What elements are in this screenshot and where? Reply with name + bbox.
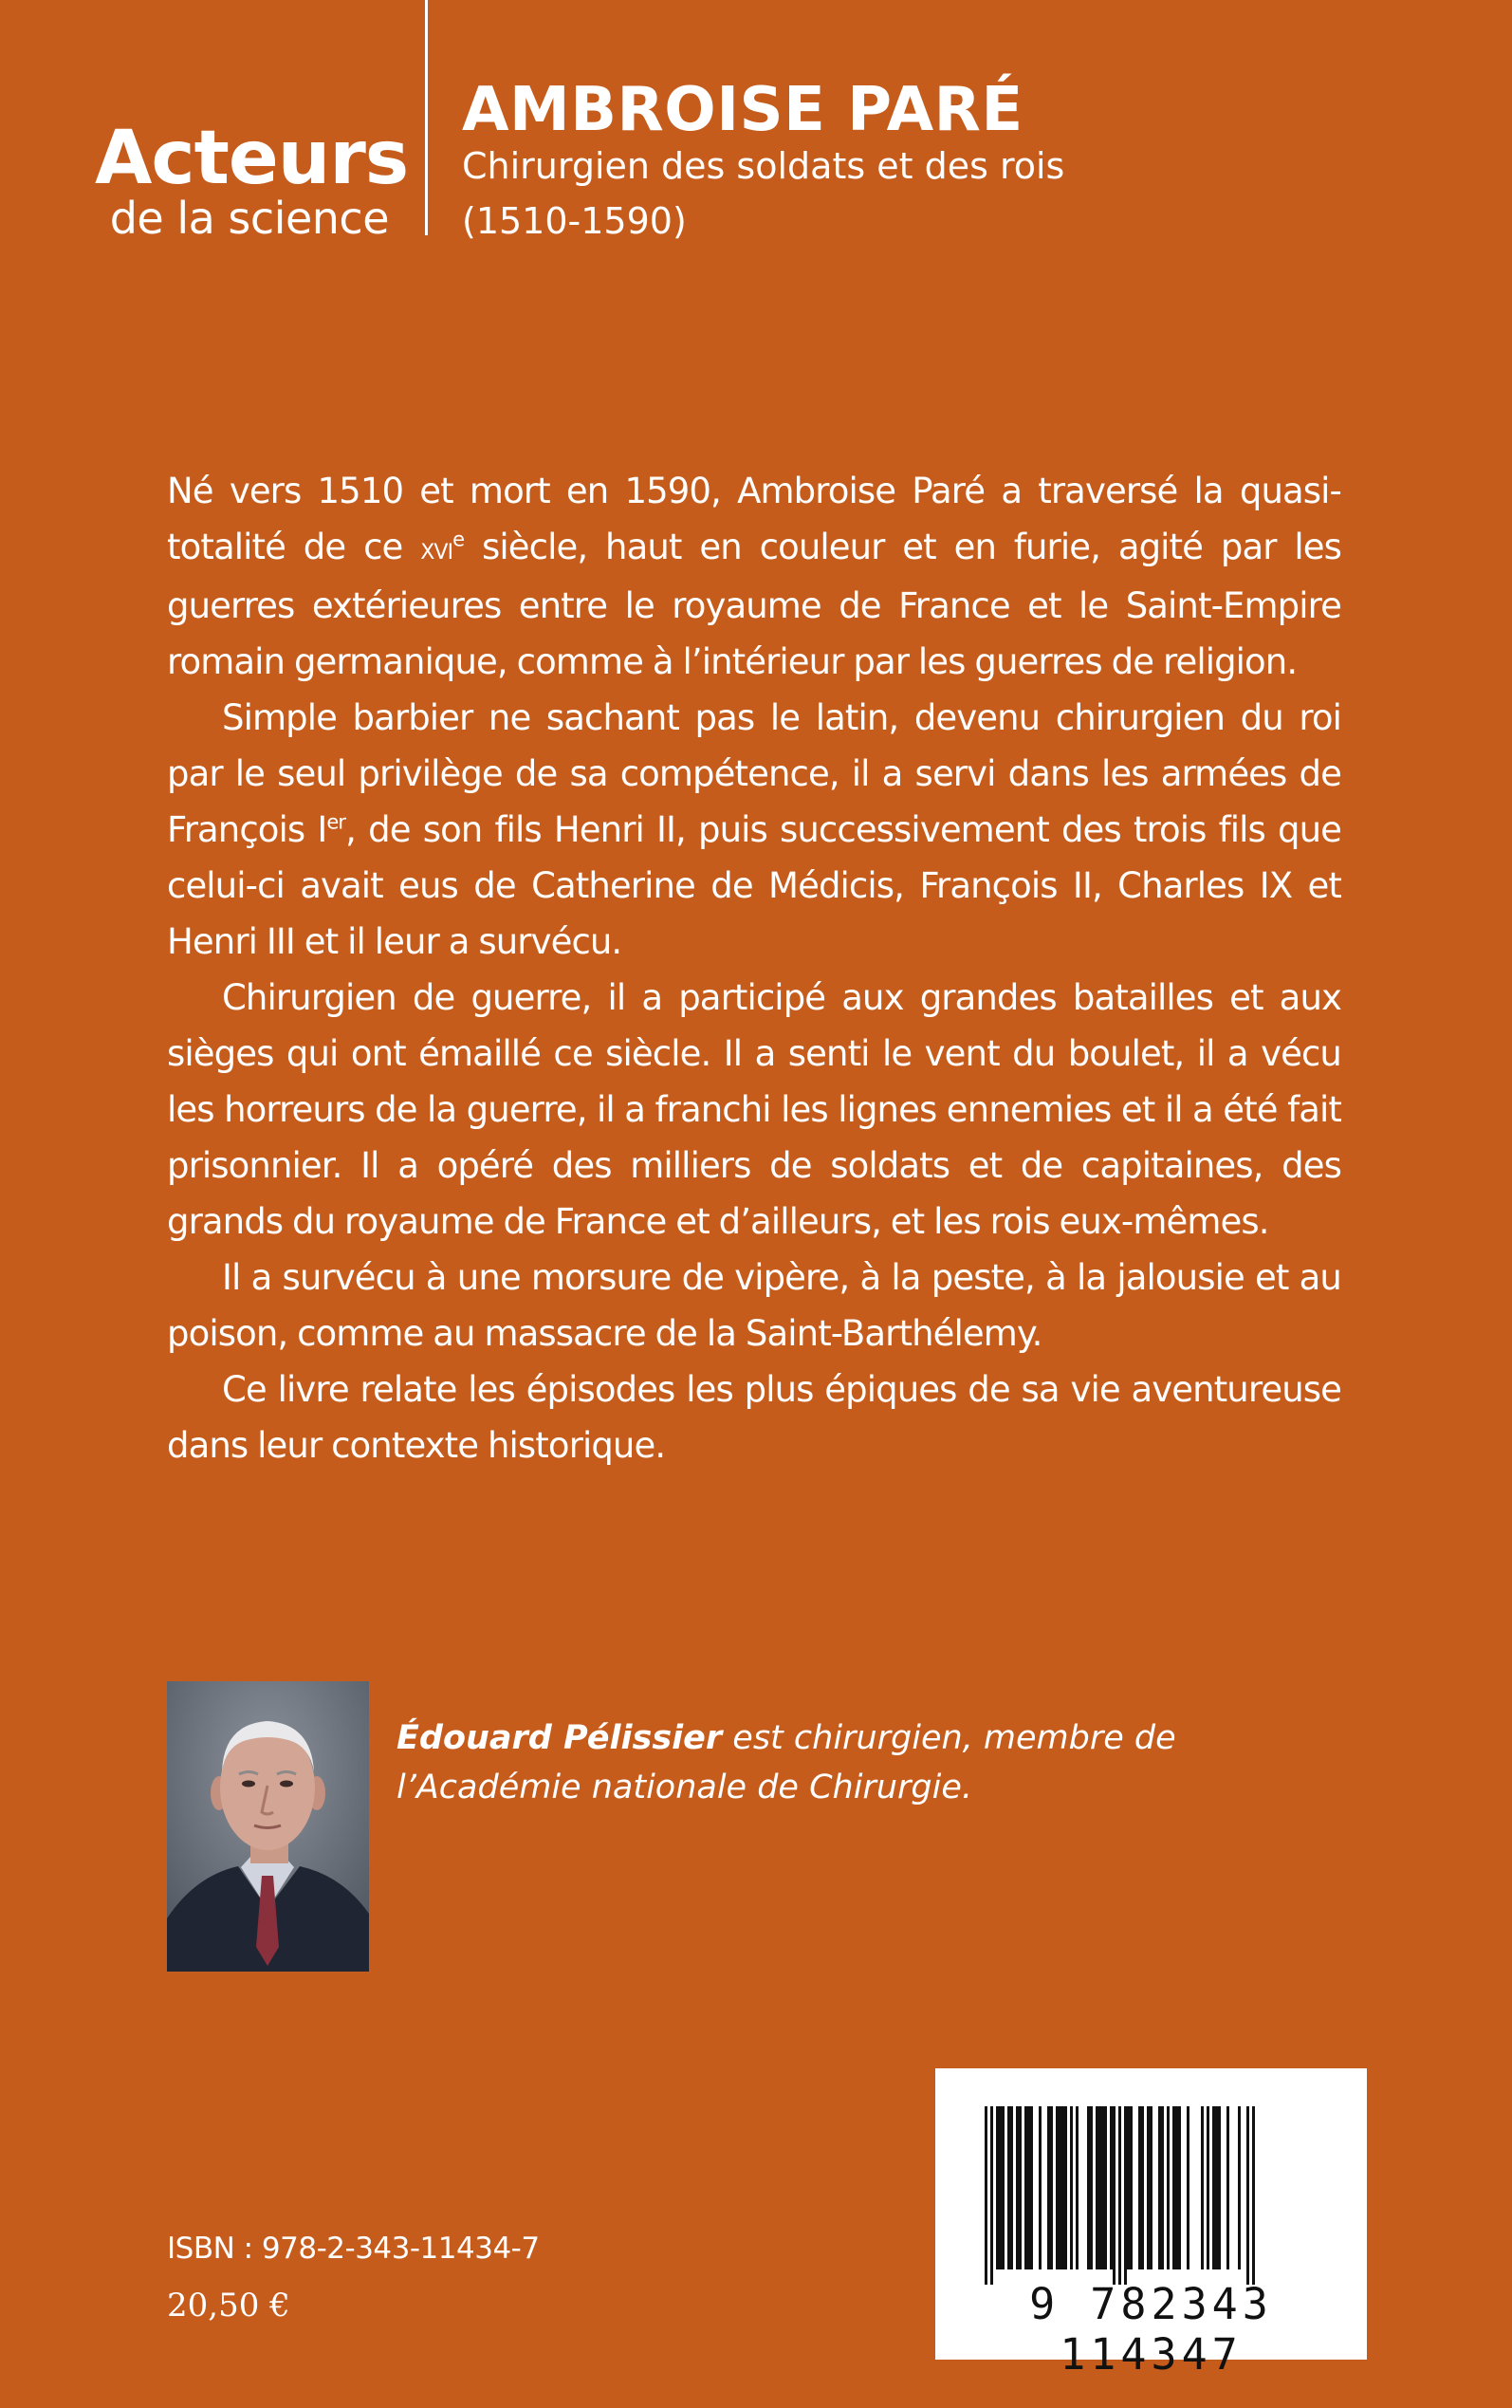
- barcode-bar: [1212, 2106, 1221, 2269]
- series-subtitle: de la science: [109, 193, 389, 244]
- barcode-bar: [1113, 2106, 1116, 2285]
- ordinal-sup: er: [326, 810, 346, 834]
- barcode-bar: [1207, 2106, 1209, 2269]
- blurb-p1-text-b: siècle, haut en couleur et en furie, agité par les guerres extérieures entre le royaume de France et le Saint-Empire romain germanique, comme à l’intérieur par les guerres de religion.: [167, 527, 1342, 682]
- barcode-bar: [1096, 2106, 1107, 2269]
- barcode-bar: [1118, 2106, 1121, 2285]
- header-divider: [425, 0, 428, 235]
- barcode-bar: [1110, 2106, 1113, 2269]
- barcode-bar: [1147, 2106, 1152, 2269]
- barcode-bar: [1252, 2106, 1255, 2285]
- barcode-bar: [1187, 2106, 1189, 2269]
- series-logo: [95, 116, 409, 244]
- barcode-bars: [935, 2068, 1367, 2287]
- barcode-bar: [1127, 2106, 1133, 2269]
- barcode-bar: [1070, 2106, 1073, 2269]
- book-subtitle: Chirurgien des soldats et des rois: [462, 145, 1065, 187]
- barcode-bar: [1238, 2106, 1241, 2269]
- blurb-paragraph-5: Ce livre relate les épisodes les plus épiques de sa vie aventureuse dans leur contexte historique.: [167, 1369, 1341, 1466]
- barcode-bar: [1047, 2106, 1053, 2269]
- blurb-paragraph-3: Chirurgien de guerre, il a participé aux grandes batailles et aux sièges qui ont émaillé ce siècle. Il a senti le vent du boulet, il a vécu les horreurs de la guerre, il a franchi les lignes ennemies et il a été fait prisonnier. Il a opéré des milliers de soldats et de capitaines, des grands du royaume de France et d’ailleurs, et les rois eux-mêmes.: [167, 977, 1341, 1242]
- barcode-bar: [1246, 2106, 1249, 2285]
- barcode-digits: 9 782343 114347: [1029, 2279, 1273, 2380]
- barcode-bar: [1138, 2106, 1144, 2269]
- back-cover-blurb: [167, 463, 1341, 1473]
- price: 20,50 €: [167, 2287, 290, 2325]
- barcode-bar: [990, 2106, 993, 2285]
- blurb-p2-text-b: , de son fils Henri II, puis successivement des trois fils que celui-ci avait eus de Catherine de Médicis, François II, Charles IX et Henri III et il leur a survécu.: [167, 809, 1341, 962]
- blurb-p2-text-a: Simple barbier ne sachant pas le latin, devenu chirurgien du roi par le seul privilège de sa compétence, il a servi dans les armées de François I: [167, 697, 1341, 850]
- barcode-bar: [1167, 2106, 1170, 2269]
- author-description: est chirurgien, membre de l’Académie nationale de Chirurgie.: [396, 1719, 1176, 1806]
- barcode-bar: [1087, 2106, 1093, 2269]
- barcode-bar: [1007, 2106, 1013, 2269]
- blurb-p1-text-a: Né vers 1510 et mort en 1590, Ambroise Paré a traversé la quasi-totalité de ce: [167, 471, 1341, 567]
- barcode-bar: [1076, 2106, 1079, 2269]
- barcode-bar: [1172, 2106, 1181, 2269]
- barcode-bar: [996, 2106, 1005, 2269]
- barcode: [935, 2068, 1367, 2380]
- century-roman: xvi: [420, 532, 453, 566]
- isbn: ISBN : 978-2-343-11434-7: [167, 2232, 540, 2266]
- barcode-bar: [1024, 2106, 1033, 2269]
- barcode-bar: [1201, 2106, 1204, 2269]
- barcode-bar: [1158, 2106, 1164, 2269]
- blurb-paragraph-4: Il a survécu à une morsure de vipère, à la peste, à la jalousie et au poison, comme au massacre de la Saint-Barthélemy.: [167, 1257, 1341, 1354]
- book-title: AMBROISE PARÉ: [462, 75, 1023, 145]
- author-portrait: [167, 1681, 369, 1972]
- blurb-paragraph-2: [167, 690, 1341, 970]
- barcode-bar: [1124, 2106, 1127, 2285]
- author-name: Édouard Pélissier: [396, 1719, 723, 1757]
- barcode-bar: [1039, 2106, 1042, 2269]
- author-portrait-drawing: [167, 1681, 369, 1972]
- barcode-bar: [1016, 2106, 1022, 2269]
- book-dates: (1510-1590): [462, 200, 687, 242]
- barcode-bar: [1226, 2106, 1229, 2269]
- author-bio: [396, 1713, 1345, 1812]
- blurb-paragraph-1: [167, 463, 1341, 690]
- barcode-bar: [1056, 2106, 1067, 2269]
- barcode-bar: [985, 2106, 987, 2285]
- century-sup: e: [452, 528, 465, 551]
- series-name: Acteurs: [95, 116, 409, 201]
